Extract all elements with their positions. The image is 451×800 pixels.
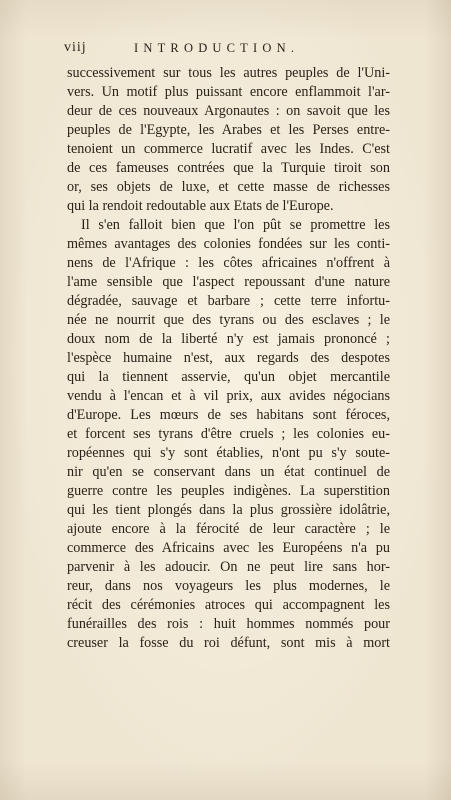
text-line: qui les tient plongés dans la plus grossière idolâtrie, [67,502,390,518]
text-line: qui la tiennent asservie, qu'un objet mercantile [67,369,390,385]
text-line: nir qu'en se conservant dans un état continuel de [67,464,390,480]
text-line: commerce des Africains avec les Européens n'a pu [67,540,390,556]
text-line: dégradée, sauvage et barbare ; cette terre infortu- [67,293,390,309]
body-text [67,64,390,653]
text-line: guerre contre les peuples indigènes. La superstition [67,483,390,499]
running-head: INTRODUCTION. [134,41,300,55]
page-header [64,40,376,58]
text-line: d'Europe. Les mœurs de ses habitans sont féroces, [67,407,390,423]
text-line: deur de ces nouveaux Argonautes : on savoit que les [67,103,390,119]
text-line: vers. Un motif plus puissant encore enflammoit l'ar- [67,84,390,100]
text-line: l'espèce humaine n'est, aux regards des despotes [67,350,390,366]
text-line: doux nom de la liberté n'y est jamais prononcé ; [67,331,390,347]
text-line: reur, dans nos voyageurs les plus modernes, le [67,578,390,594]
text-line: or, ses objets de luxe, et cette masse de richesses [67,179,390,195]
text-line: funérailles des rois : huit hommes nommés pour [67,616,390,632]
text-line: mêmes avantages des colonies fondées sur les conti- [67,236,390,252]
text-line: récit des cérémonies atroces qui accompagnent les [67,597,390,613]
text-line: successivement sur tous les autres peuples de l'Uni- [67,65,390,81]
text-line: parvenir à les adoucir. On ne peut lire sans hor- [67,559,390,575]
text-line: de ces fameuses contrées que la Turquie tiroit son [67,160,390,176]
text-line: ajoute encore à la férocité de leur caractère ; le [67,521,390,537]
text-line: vendu à l'encan et à vil prix, aux avides négocians [67,388,390,404]
text-line: l'ame sensible que l'aspect repoussant d'une nature [67,274,390,290]
text-line: qui la rendoit redoutable aux Etats de l'Europe. [67,198,334,214]
text-line: peuples de l'Egypte, les Arabes et les Perses entre- [67,122,390,138]
text-line: ropéennes qui s'y sont établies, n'ont pu s'y soute- [67,445,390,461]
text-line: et forcent ses tyrans d'être cruels ; les colonies eu- [67,426,390,442]
text-line: tenoient un commerce lucratif avec les Indes. C'est [67,141,390,157]
text-line: nens de l'Afrique : les côtes africaines n'offrent à [67,255,390,271]
text-line: creuser la fosse du roi défunt, sont mis à mort [67,635,390,651]
text-line: née ne nourrit que des tyrans ou des esclaves ; le [67,312,390,328]
page-number: viij [64,40,87,55]
text-line: Il s'en falloit bien que l'on pût se promettre les [81,217,390,233]
